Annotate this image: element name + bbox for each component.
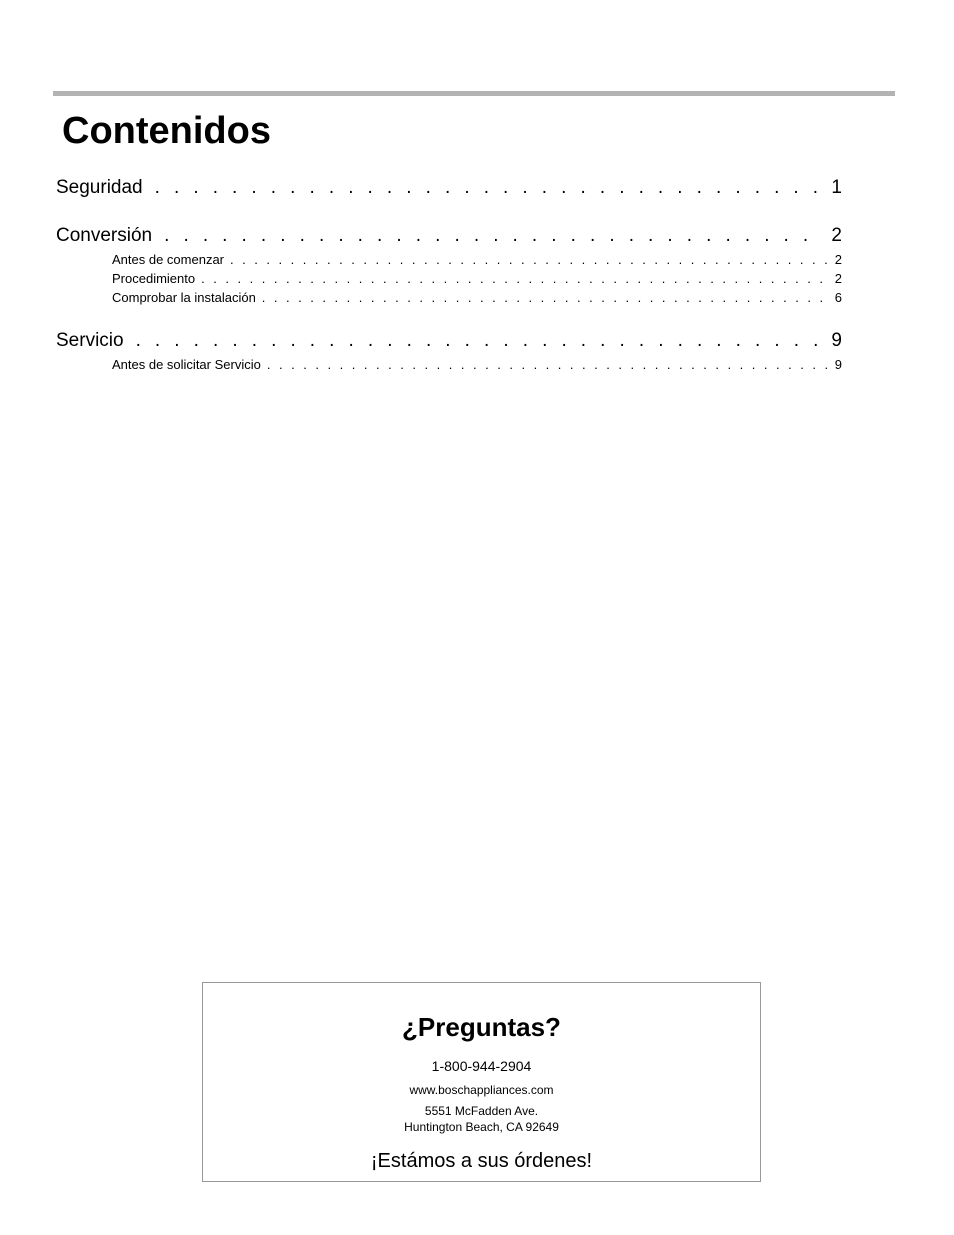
toc-entry-page: 2	[834, 271, 842, 286]
address-line-1: 5551 McFadden Ave.	[424, 1104, 539, 1118]
toc-entry-page: 2	[831, 225, 842, 246]
toc-subentry-procedimiento[interactable]	[112, 270, 842, 287]
toc-subentry-comprobar-instalacion[interactable]	[112, 289, 842, 306]
page-title: Contenidos	[62, 110, 271, 152]
toc-entry-label: Antes de solicitar Servicio	[112, 357, 261, 372]
toc-leader-dots	[136, 329, 824, 353]
toc-leader-dots	[230, 251, 831, 268]
toc-entry-label: Antes de comenzar	[112, 252, 225, 267]
tagline: ¡Estámos a sus órdenes!	[370, 1150, 593, 1172]
top-rule	[53, 91, 895, 96]
toc-entry-servicio[interactable]	[56, 329, 842, 353]
toc-subentry-antes-de-comenzar[interactable]	[112, 251, 842, 268]
toc-entry-page: 6	[834, 290, 842, 305]
toc-leader-dots	[164, 224, 823, 248]
questions-heading: ¿Preguntas?	[402, 1012, 561, 1042]
phone-number: 1-800-944-2904	[431, 1058, 532, 1074]
toc-entry-label: Procedimiento	[112, 271, 196, 286]
toc-entry-page: 9	[834, 357, 842, 372]
address-line-2: Huntington Beach, CA 92649	[404, 1120, 559, 1134]
toc-leader-dots	[267, 356, 831, 373]
toc-subentry-antes-de-solicitar-servicio[interactable]	[112, 356, 842, 373]
toc-entry-page: 9	[831, 330, 842, 351]
questions-box	[202, 982, 761, 1182]
toc-entry-page: 1	[831, 177, 842, 198]
toc-entry-conversion[interactable]	[56, 224, 842, 248]
toc-entry-page: 2	[834, 252, 842, 267]
website-link[interactable]: www.boschappliances.com	[409, 1083, 554, 1097]
toc-entry-label: Comprobar la instalación	[112, 290, 256, 305]
toc-leader-dots	[262, 289, 831, 306]
toc-entry-label: Seguridad	[56, 177, 143, 198]
toc-entry-label: Conversión	[56, 225, 153, 246]
toc-entry-seguridad[interactable]	[56, 176, 842, 200]
toc-leader-dots	[155, 176, 824, 200]
toc-entry-label: Servicio	[56, 330, 124, 351]
toc-leader-dots	[201, 270, 831, 287]
